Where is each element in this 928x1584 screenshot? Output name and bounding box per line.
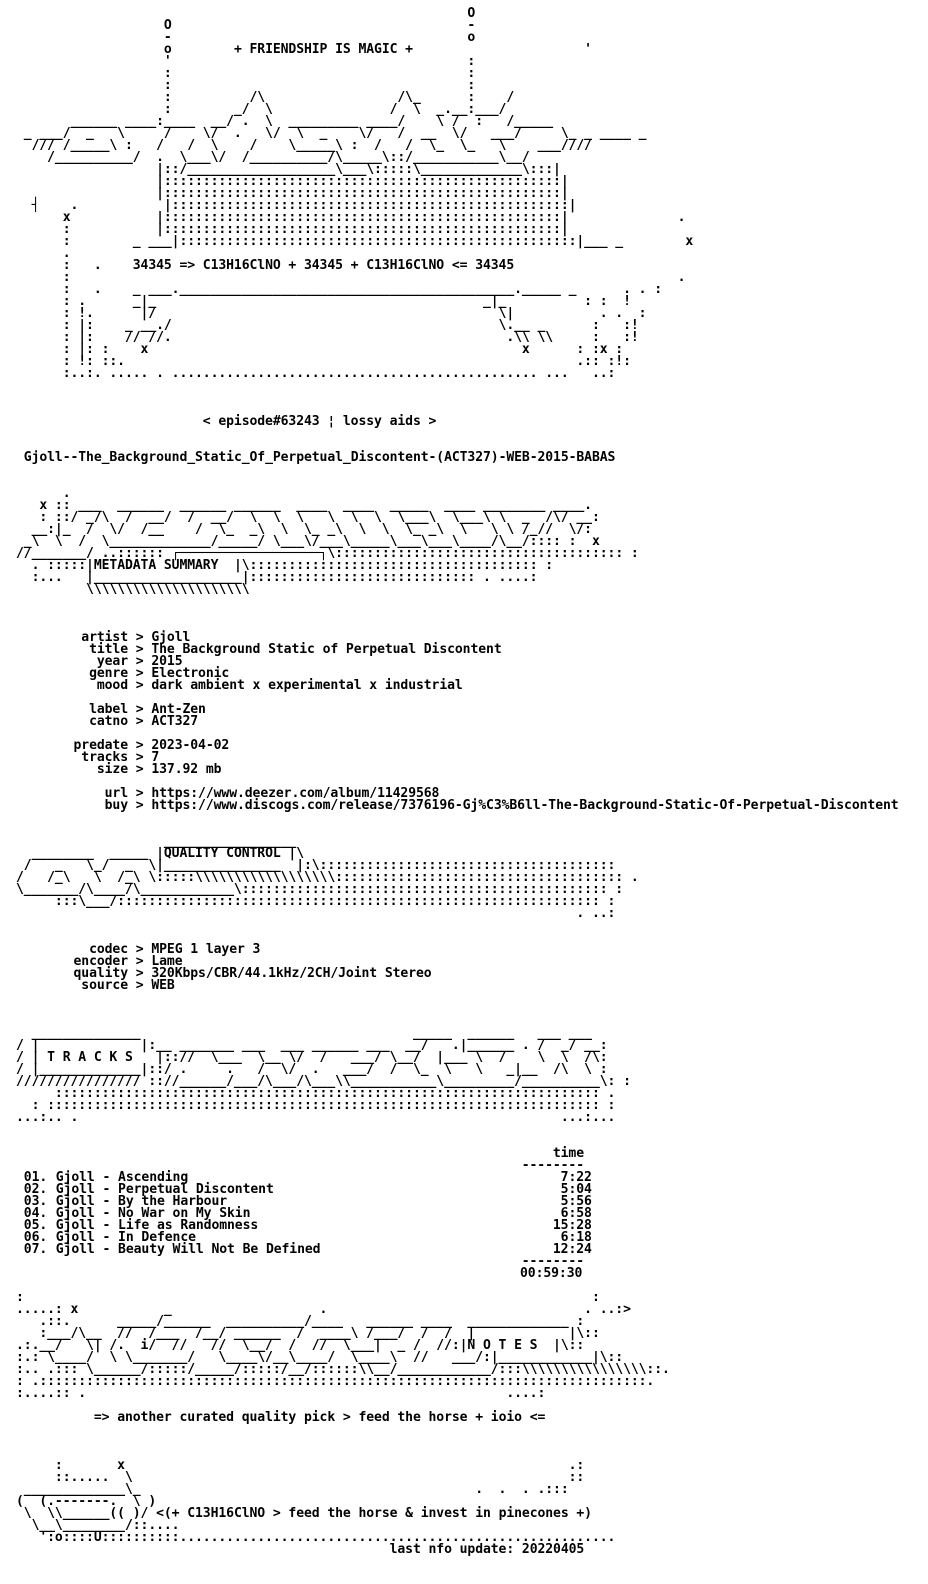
release-name-text: Gjoll--The_Background_Static_Of_Perpetual_Discontent-(ACT327)-WEB-2015-BABAS — [23, 450, 616, 465]
notes-title: N O T E S — [467, 1338, 538, 1353]
metadata-block — [16, 632, 899, 812]
track-row: 05. Gjoll - Life as Randomness 15:28 — [23, 1218, 592, 1233]
meta-buy[interactable]: buy > https://www.discogs.com/release/7376196-Gj%C3%B6ll-The-Background-Static-Of-Perpetual-Discontent — [104, 798, 899, 813]
total-rule: -------- — [521, 1254, 584, 1269]
time-header: time — [552, 1146, 584, 1161]
header-art-top: O O - - o o + FRIENDSHIP IS MAGIC + ' ' : : : : : : /\ /\_ : / : _/ \ / \ _.__:___/ ______ ____:____ __/ . \ _________ ____/ \ / : /_____ _ ___/ _ \ / \/ . \/ \ _ \/ / __ \/ ___/ \_ _ ____ _ /// /_____\ : / / \ / \_____\ : / / \_ \_ \ ___//// /__________/ . \___\/ /__________/\_____\::/___________\__/ |::/___________________\___\:::::\_____________\:::| |:::::::::::::::::::::::::::::::::::::::::::::::::::| |:::::::::::::::::::::::::::::::::::::::::::::::::::| ┤ . |:::::::::::::::::::::::::::::::::::::::::::::::::::| x |:::::::::::::::::::::::::::::::::::::::::::::::::::| . : |:::::::::::::::::::::::::::::::::::::::::::::::::::| : _ ___|:::::::::::::::::::::::::::::::::::::::::::::::::::|___ _ x . : . 34345 => C13H16ClNO + 34345 + C13H16ClNO <= 34345 : . : . _ ___.___________________________________________._____ _ . . : : . _|_ _|_ : : ! : !. |/ \| . . : : |: _ __./ \.__ _ : :! : |: // //. .\\ \\ : :! : |: : x x : :x : : !: ::. .:: :!: :..:. ..... . ............................................... ... ..: — [23, 6, 694, 381]
nfo-document — [16, 8, 899, 1556]
meta-genre: genre > Electronic — [89, 666, 230, 681]
quality-block — [16, 944, 899, 992]
quality-encoder: encoder > Lame — [73, 954, 183, 969]
meta-url[interactable]: url > https://www.deezer.com/album/11429568 — [104, 786, 440, 801]
track-row: 01. Gjoll - Ascending 7:22 — [23, 1170, 592, 1185]
episode-line — [16, 416, 899, 428]
track-row: 04. Gjoll - No War on My Skin 6:58 — [23, 1206, 592, 1221]
notes-header-art: : : .....: x _ . . ..:> .::. _____/______ __________/____ ______ ____ _____________ : :___/\__ // /___ /__/ ______ / ____\ /___/ / / | |\:: .:.__/ \| /. i/ // // \__/ / // \___| _ / //:|N O T E S |\:: :.: \____/ \ \_______/ \____\/__\____/ \____\ // ___/:|____________|\:: :.. .::: \______/:::::/_____/:::::/__/::::::\\__/____________/:::\\\\\\\\\\\\\\\\::. : .::::::::::::::::::::::::::::::::::::::::::::::::::::::::::::::::::::::::::::::. :....:: . ....: — [16, 1290, 670, 1401]
track-row: 06. Gjoll - In Defence 6:18 — [23, 1230, 592, 1245]
total-time-value: 00:59:30 — [520, 1266, 583, 1281]
notes-text: => another curated quality pick > feed the horse + ioio <= — [93, 1410, 546, 1425]
release-name — [16, 452, 899, 464]
tracks-header-art: ______________ _____ ______ ___ ___ / | |:__ _______ ___ ___ ______ ___ __/ .|______ . / _/ __: / | T R A C K S |::// \___ \__ \/ / ___/ \__/ |___ \ / \ \ /\: / |_____________|::/ . . / \/ . ___/ / \_ \ \ _|__ /\ \ : //////////////// :://______/___/\___/\___\\___________\_________/__________\: : :::::::::::::::::::::::::::::::::::::::::::::::::::::::::::::::::::::: . : ::::::::::::::::::::::::::::::::::::::::::::::::::::::::::::::::::::::: : ...:.. . ...:... — [16, 1026, 631, 1125]
last-update-text: last nfo update: 20220405 — [389, 1542, 585, 1557]
meta-catno: catno > ACT327 — [89, 714, 199, 729]
meta-size: size > 137.92 mb — [96, 762, 222, 777]
url-link[interactable]: https://www.deezer.com/album/11429568 — [151, 786, 440, 801]
notes-line — [16, 1412, 899, 1424]
quality-codec: codec > MPEG 1 layer 3 — [89, 942, 261, 957]
tracks-title: T R A C K S — [47, 1050, 133, 1065]
meta-mood: mood > dark ambient x experimental x industrial — [96, 678, 463, 693]
quality-header-art: _________________ ________ _____ |QUALITY CONTROL |\ / _ \_/ _ \|_______________ |:\:::::::::::::::::::::::::::::::::::::: / /_\ \ /_\ \:::::\\\\\\\\\\\\\\\\\\::::::::::::::::::::::::::::::::::::: . \_______/\____/\____________\::::::::::::::::::::::::::::::::::::::::::::::: : :::\___/:::::::::::::::::::::::::::::::::::::::::::::::::::::::::::::: : . ..: — [16, 834, 639, 921]
tracklist — [16, 1148, 899, 1280]
buy-link[interactable]: https://www.discogs.com/release/7376196-Gj%C3%B6ll-The-Background-Static-Of-Perpetual-Discontent — [151, 798, 899, 813]
formula-line: 34345 => C13H16ClNO + 34345 + C13H16ClNO <= 34345 — [132, 258, 515, 273]
episode-text: < episode#63243 ¦ lossy aids > — [202, 414, 437, 429]
footer-art: : x .: ::..... \ :: _____________\_ . . . .::: ( (.-------. \ ) \ \\______(( )/ <(+ C13H16ClNO > feed the horse & invest in pinecones +) \__\________/::.... ':o::::U::::::::::........................................................ — [16, 1458, 616, 1545]
meta-year: year > 2015 — [96, 654, 183, 669]
quality-quality: quality > 320Kbps/CBR/44.1kHz/2CH/Joint Stereo — [73, 966, 432, 981]
meta-artist: artist > Gjoll — [81, 630, 191, 645]
last-update — [16, 1544, 899, 1556]
metadata-title-box: ┌──────────────────┐ — [171, 546, 328, 561]
meta-title: title > The Background Static of Perpetual Discontent — [89, 642, 502, 657]
meta-tracks: tracks > 7 — [81, 750, 160, 765]
footer-tagline: <(+ C13H16ClNO > feed the horse & invest in pinecones +) — [156, 1506, 592, 1521]
total-time — [16, 1268, 899, 1280]
quality-title: QUALITY CONTROL — [163, 846, 281, 861]
metadata-title: METADATA SUMMARY — [93, 558, 219, 573]
meta-predate: predate > 2023-04-02 — [73, 738, 230, 753]
banner-text: + FRIENDSHIP IS MAGIC + — [233, 42, 413, 57]
metadata-header-art: . x :: ___ ______ ______ ______ ____ ____ _____ ____ ________ ____. : ::/ _/\ / __/ / __/ \ \ \ \ \ \ \___\ \___\ \ _ /\/ __: __:|_ / \/ /__ / \_ _\ \ \_ _\ \ \ \_ _\ \ \ \ /_// \/: _\ \ / \_____________/_____/ \___\/___\_____\___\___\____/\__/:::: : x //_______/ ..:::::: ┌──────────────────┐\::::::::::::::::::::::::::::::::::::: : . :::::|METADATA SUMMARY |\::::::::::::::::::::::::::::::::::::: : :... |___________________|::::::::::::::::::::::::::::: . ....: \\\\\\\\\\\\\\\\\\\\\ — [16, 486, 639, 597]
track-row: 03. Gjoll - By the Harbour 5:56 — [23, 1194, 592, 1209]
quality-source: source > WEB — [81, 978, 175, 993]
track-row: 07. Gjoll - Beauty Will Not Be Defined 12:24 — [23, 1242, 592, 1257]
time-rule: -------- — [521, 1158, 584, 1173]
meta-label: label > Ant-Zen — [89, 702, 206, 717]
track-row: 02. Gjoll - Perpetual Discontent 5:04 — [23, 1182, 592, 1197]
